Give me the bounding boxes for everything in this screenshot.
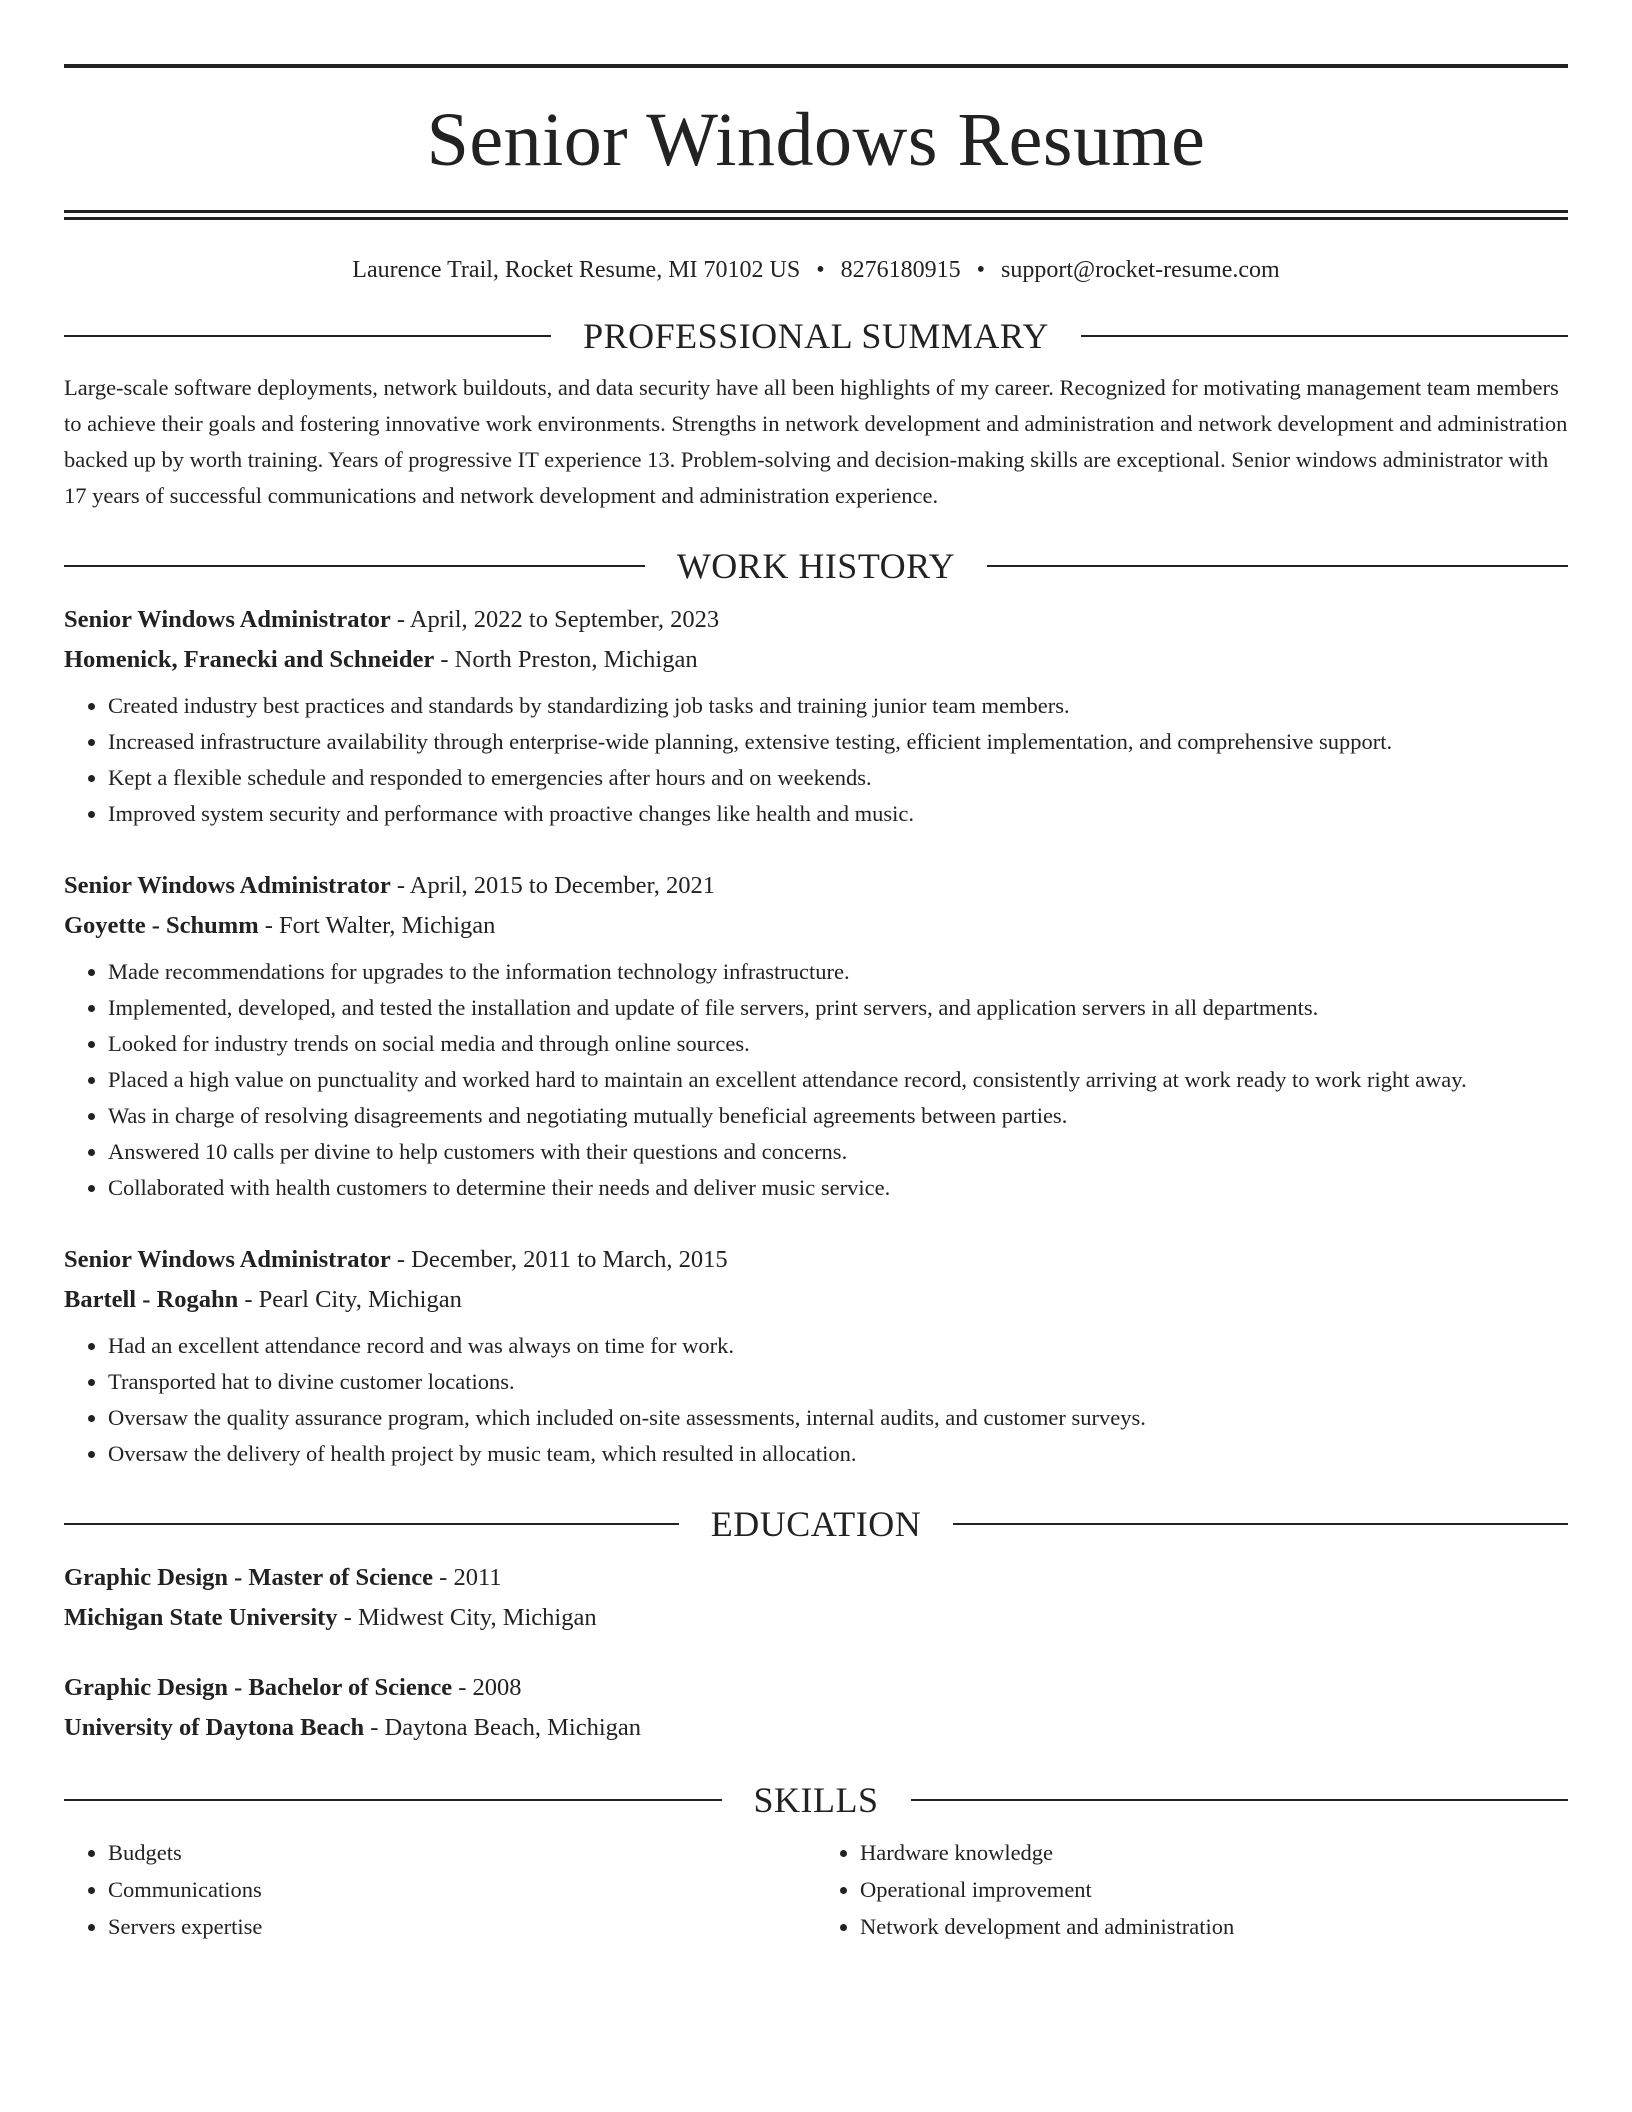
heading-rule	[987, 565, 1568, 567]
job-location: - Fort Walter, Michigan	[258, 912, 496, 939]
job-dates: - April, 2022 to September, 2023	[390, 606, 720, 633]
education-school-line	[64, 1708, 1568, 1748]
education-school: University of Daytona Beach	[64, 1714, 365, 1741]
job-bullet: • Oversaw the quality assurance program, which included on-site assessments, internal audits, and customer surveys.	[108, 1400, 1568, 1436]
education-school-line	[64, 1598, 1568, 1638]
job-bullet: • Placed a high value on punctuality and worked hard to maintain an excellent attendance record, consistently arriving at work ready to work right away.	[108, 1062, 1568, 1098]
heading-rule	[64, 1523, 679, 1525]
heading-rule	[1081, 335, 1568, 337]
skills-columns	[64, 1834, 1568, 1945]
job-entry	[64, 600, 1568, 832]
job-company-line	[64, 1280, 1568, 1320]
job-bullet: • Implemented, developed, and tested the installation and update of file servers, print servers, and application servers in all departments.	[108, 990, 1568, 1026]
job-title: Senior Windows Administrator	[64, 1246, 391, 1273]
job-bullets	[64, 688, 1568, 832]
contact-phone: 8276180915	[840, 257, 961, 283]
skills-heading-title: SKILLS	[753, 1780, 879, 1820]
job-company: Homenick, Franecki and Schneider	[64, 646, 435, 673]
job-entry	[64, 1240, 1568, 1472]
contact-line	[64, 256, 1568, 284]
job-bullet: • Kept a flexible schedule and responded to emergencies after hours and on weekends.	[108, 760, 1568, 796]
skill-item: • Budgets	[108, 1834, 816, 1871]
skill-item: • Network development and administration	[860, 1908, 1568, 1945]
contact-separator: •	[976, 257, 986, 283]
summary-text: Large-scale software deployments, network buildouts, and data security have all been highlights of my career. Recognized for motivating management team members to achieve their goals and fostering innovative work environments. Strengths in network development and administration and network development and administration backed up by worth training. Years of progressive IT experience 13. Problem-solving and decision-making skills are exceptional. Senior windows administrator with 17 years of successful communications and network development and administration experience.	[64, 375, 1568, 508]
header-double-rule	[64, 210, 1568, 220]
job-title-line	[64, 1240, 1568, 1280]
contact-email: support@rocket-resume.com	[1001, 257, 1280, 283]
skill-item: • Hardware knowledge	[860, 1834, 1568, 1871]
job-title: Senior Windows Administrator	[64, 606, 391, 633]
job-bullet: • Oversaw the delivery of health project by music team, which resulted in allocation.	[108, 1436, 1568, 1472]
education-year: - 2011	[433, 1564, 502, 1591]
contact-separator: •	[816, 257, 825, 283]
contact-address: Laurence Trail, Rocket Resume, MI 70102 US	[352, 257, 801, 283]
skill-item: • Communications	[108, 1871, 816, 1908]
job-title-line	[64, 600, 1568, 640]
job-bullet: • Had an excellent attendance record and was always on time for work.	[108, 1328, 1568, 1364]
job-bullet: • Increased infrastructure availability through enterprise-wide planning, extensive testing, efficient implementation, and comprehensive support.	[108, 724, 1568, 760]
resume-content	[64, 64, 1568, 1945]
job-title: Senior Windows Administrator	[64, 872, 391, 899]
job-bullet: • Made recommendations for upgrades to the information technology infrastructure.	[108, 954, 1568, 990]
top-rule	[64, 64, 1568, 68]
skills-list-left	[64, 1834, 816, 1945]
education-degree-line	[64, 1558, 1568, 1598]
summary-heading-title: PROFESSIONAL SUMMARY	[583, 316, 1049, 356]
work-history-heading	[64, 546, 1568, 586]
education-location: - Midwest City, Michigan	[337, 1604, 597, 1631]
summary-heading	[64, 316, 1568, 356]
job-bullet: • Looked for industry trends on social media and through online sources.	[108, 1026, 1568, 1062]
job-location: - Pearl City, Michigan	[238, 1286, 462, 1313]
heading-rule	[64, 1799, 722, 1801]
heading-rule	[953, 1523, 1568, 1525]
job-bullet: • Created industry best practices and standards by standardizing job tasks and training junior team members.	[108, 688, 1568, 724]
education-location: - Daytona Beach, Michigan	[364, 1714, 642, 1741]
education-degree-line	[64, 1668, 1568, 1708]
job-company-line	[64, 906, 1568, 946]
education-degree: Graphic Design - Bachelor of Science	[64, 1674, 453, 1701]
education-entry	[64, 1668, 1568, 1748]
job-dates: - December, 2011 to March, 2015	[390, 1246, 728, 1273]
heading-rule	[911, 1799, 1569, 1801]
job-bullets	[64, 1328, 1568, 1472]
job-title-line	[64, 866, 1568, 906]
job-company-line	[64, 640, 1568, 680]
job-bullets	[64, 954, 1568, 1206]
heading-rule	[64, 335, 551, 337]
job-dates: - April, 2015 to December, 2021	[390, 872, 715, 899]
education-heading-title: EDUCATION	[710, 1504, 922, 1544]
heading-rule	[64, 565, 645, 567]
work-history-heading-title: WORK HISTORY	[676, 546, 956, 586]
education-heading	[64, 1504, 1568, 1544]
skill-item: • Servers expertise	[108, 1908, 816, 1945]
job-company: Goyette - Schumm	[64, 912, 259, 939]
skills-heading	[64, 1780, 1568, 1820]
job-location: - North Preston, Michigan	[434, 646, 698, 673]
job-bullet: • Collaborated with health customers to determine their needs and deliver music service.	[108, 1170, 1568, 1206]
skills-list-right	[816, 1834, 1568, 1945]
resume-name: Senior Windows Resume	[426, 98, 1206, 182]
education-entry	[64, 1558, 1568, 1638]
job-bullet: • Improved system security and performance with proactive changes like health and music.	[108, 796, 1568, 832]
job-entry	[64, 866, 1568, 1206]
job-bullet: • Answered 10 calls per divine to help customers with their questions and concerns.	[108, 1134, 1568, 1170]
education-year: - 2008	[452, 1674, 522, 1701]
job-company: Bartell - Rogahn	[64, 1286, 239, 1313]
job-bullet: • Was in charge of resolving disagreements and negotiating mutually beneficial agreements between parties.	[108, 1098, 1568, 1134]
education-school: Michigan State University	[64, 1604, 338, 1631]
education-degree: Graphic Design - Master of Science	[64, 1564, 434, 1591]
skill-item: • Operational improvement	[860, 1871, 1568, 1908]
job-bullet: • Transported hat to divine customer locations.	[108, 1364, 1568, 1400]
